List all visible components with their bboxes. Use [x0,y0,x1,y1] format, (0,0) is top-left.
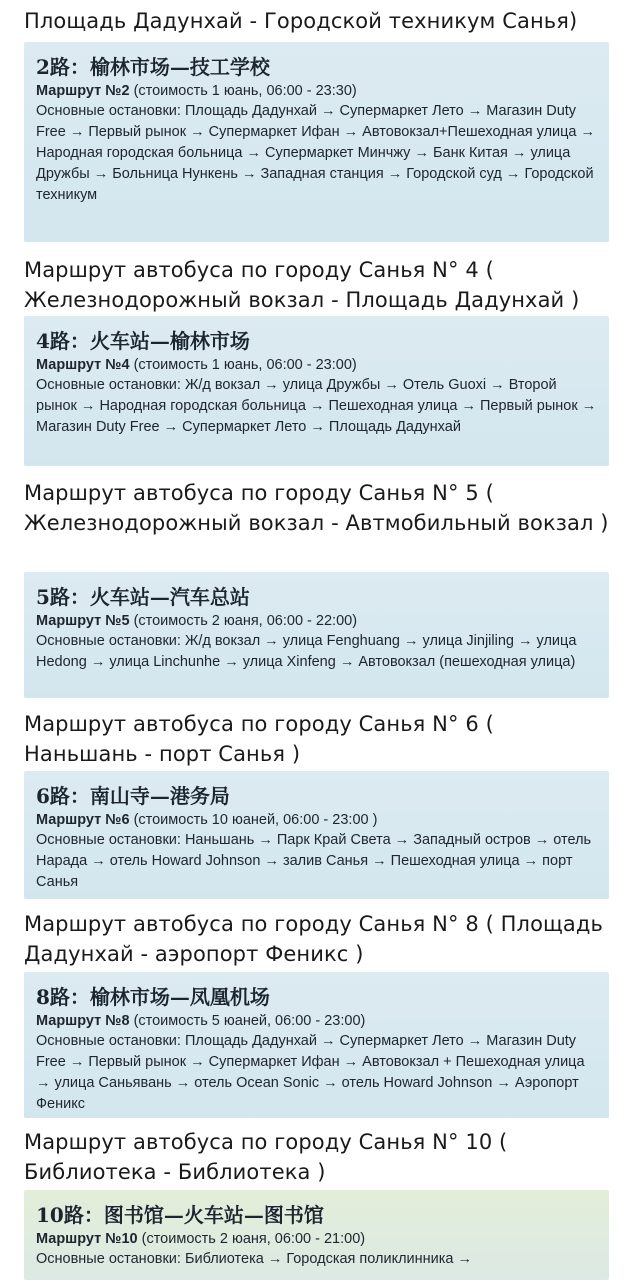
route-heading-4: Маршрут автобуса по городу Санья N° 4 ( Железнодорожный вокзал - Площадь Дадунхай ) [24,258,580,312]
route-card-6 [24,771,609,899]
route-price-hours: (стоимость 10 юаней, 06:00 - 23:00 ) [133,812,378,828]
route-price-hours: (стоимость 2 юаня, 06:00 - 21:00) [141,1231,366,1247]
route-price-hours: (стоимость 2 юаня, 06:00 - 22:00) [133,613,358,629]
route-info [36,1230,601,1249]
route-card-2 [24,42,609,242]
route-number: Маршрут №2 [36,83,130,99]
route-card-10 [24,1190,609,1280]
route-number: Маршрут №5 [36,613,130,629]
route-stops: Основные остановки: Ж/д вокзал → улица Дружбы → Отель Guoxi → Второй рынок → Народная городская больница → Пешеходная улица → Первый рынок → Магазин Duty Free → Супермаркет Лето → Площадь Дадунхай [36,377,597,435]
route-title-chinese: 5路：火车站—汽车总站 [36,585,250,609]
route-title-chinese: 6路：南山寺—港务局 [36,784,230,808]
route-heading-5: Маршрут автобуса по городу Санья N° 5 ( Железнодорожный вокзал - Автмобильный вокзал ) [24,481,609,535]
route-title-chinese: 4路：火车站—榆林市场 [36,329,250,353]
top-heading: Площадь Дадунхай - Городской техникум Санья) [24,9,578,33]
route-stops: Основные остановки: Библиотека → Городская поликлинника → [36,1251,473,1267]
route-stops: Основные остановки: Площадь Дадунхай → Супермаркет Лето → Магазин Duty Free → Первый рынок → Супермаркет Ифан → Автовокзал + Пешеходная улица → улица Саньявань → отель Ocean Sonic → отель Howard Johnson → Аэропорт Феникс [36,1033,585,1112]
route-info [36,811,601,830]
route-info [36,612,601,631]
route-heading-10: Маршрут автобуса по городу Санья N° 10 ( Библиотека - Библиотека ) [24,1130,508,1184]
route-info [36,82,601,101]
route-heading-6: Маршрут автобуса по городу Санья N° 6 ( Наньшань - порт Санья ) [24,712,494,766]
route-number: Маршрут №10 [36,1231,138,1247]
route-number: Маршрут №6 [36,812,130,828]
route-card-8 [24,972,609,1118]
route-price-hours: (стоимость 1 юань, 06:00 - 23:30) [133,83,357,99]
route-info [36,356,601,375]
route-title-chinese: 8路：榆林市场—凤凰机场 [36,985,270,1009]
route-heading-8: Маршрут автобуса по городу Санья N° 8 ( Площадь Дадунхай - аэропорт Феникс ) [24,912,603,966]
route-number: Маршрут №4 [36,357,130,373]
route-stops: Основные остановки: Наньшань → Парк Край Света → Западный остров → отель Нарада → отель Howard Johnson → залив Санья → Пешеходная улица → порт Санья [36,832,592,890]
route-price-hours: (стоимость 1 юань, 06:00 - 23:00) [133,357,357,373]
route-info [36,1012,601,1031]
route-title-chinese: 10路：图书馆—火车站—图书馆 [36,1203,324,1227]
route-number: Маршрут №8 [36,1013,130,1029]
route-card-4 [24,316,609,466]
route-stops: Основные остановки: Площадь Дадунхай → Супермаркет Лето → Магазин Duty Free → Первый рынок → Супермаркет Ифан → Автовокзал+Пешеходная улица → Народная городская больница → Супермаркет Минчжу → Банк Китая → улица Дружбы → Больница Нункень → Западная станция → Городской суд → Городской техникум [36,103,596,203]
route-title-chinese: 2路：榆林市场—技工学校 [36,55,270,79]
route-card-5 [24,572,609,698]
route-price-hours: (стоимость 5 юаней, 06:00 - 23:00) [133,1013,366,1029]
route-stops: Основные остановки: Ж/д вокзал → улица Fenghuang → улица Jinjiling → улица Hedong → улица Linchunhe → улица Xinfeng → Автовокзал (пешеходная улица) [36,633,577,670]
